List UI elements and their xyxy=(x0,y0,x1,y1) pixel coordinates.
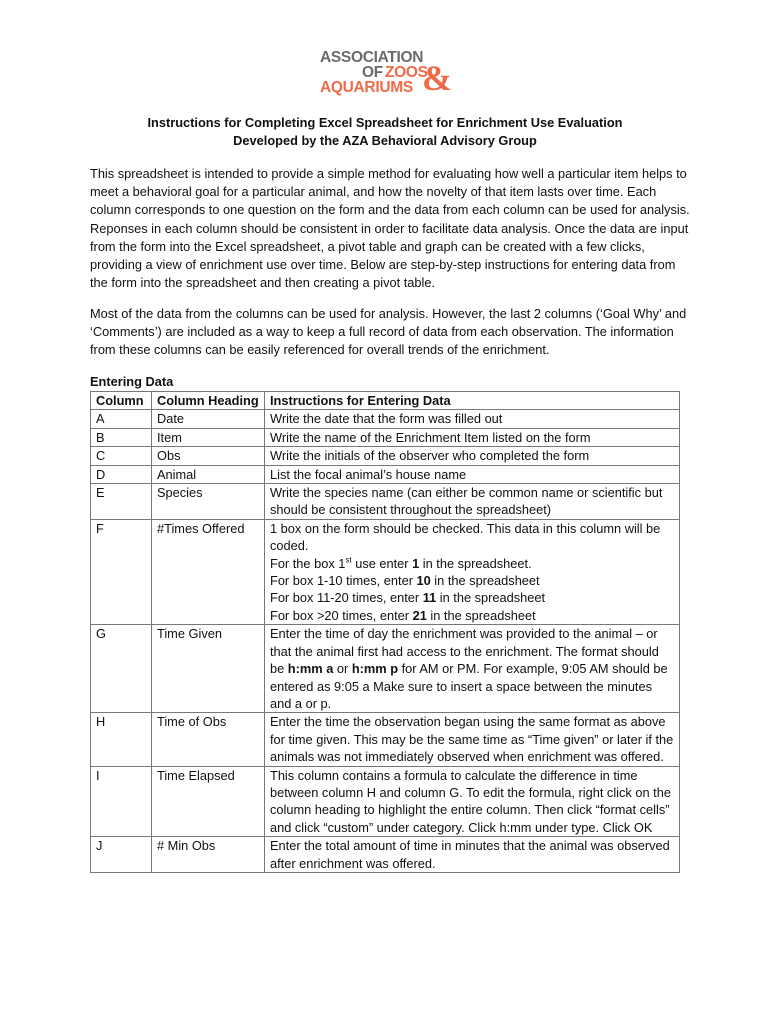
cell-instructions: List the focal animal’s house name xyxy=(265,465,680,483)
cell-column: E xyxy=(91,484,152,520)
table-row xyxy=(91,625,680,713)
cell-column: G xyxy=(91,625,152,713)
cell-heading: Date xyxy=(152,410,265,428)
cell-instructions: Write the name of the Enrichment Item listed on the form xyxy=(265,428,680,446)
cell-instructions xyxy=(265,519,680,624)
table-header-row xyxy=(91,392,680,410)
times-offered-box1: For the box 1st use enter 1 in the spreadsheet. xyxy=(270,555,532,571)
cell-instructions: Enter the total amount of time in minutes that the animal was observed after enrichment was offered. xyxy=(265,837,680,873)
cell-instructions: Enter the time of day the enrichment was provided to the animal – or that the animal first had access to the enrichment. The format should be h:mm a or h:mm p for AM or PM. For example, 9:05 AM should be entered as 9:05 a Make sure to insert a space between the minutes and a or p. xyxy=(265,625,680,713)
columns-paragraph: Most of the data from the columns can be used for analysis. However, the last 2 columns (‘Goal Why’ and ‘Comments’) are included as a way to keep a full record of data from each observation. The information from these columns can be easily referenced for overall trends of the enrichment. xyxy=(90,306,687,358)
table-row xyxy=(91,410,680,428)
table-row xyxy=(91,484,680,520)
cell-column: J xyxy=(91,837,152,873)
table-row xyxy=(91,447,680,465)
cell-column: F xyxy=(91,519,152,624)
logo-line-association: ASSOCIATION xyxy=(320,49,424,66)
aza-logo xyxy=(320,50,460,98)
cell-instructions: This column contains a formula to calculate the difference in time between column H and column G. To edit the formula, right click on the column heading to highlight the entire column. Then click “format cells” and click “custom” under category. Click h:mm under type. Click OK xyxy=(265,766,680,837)
table-row xyxy=(91,766,680,837)
logo-line-of-zoos: OF ZOOS xyxy=(362,64,428,81)
table-row xyxy=(91,428,680,446)
table-row xyxy=(91,519,680,624)
document-subtitle: Developed by the AZA Behavioral Advisory Group xyxy=(233,133,537,148)
cell-column: A xyxy=(91,410,152,428)
document-titles xyxy=(0,114,770,150)
table-row xyxy=(91,713,680,766)
section-heading-entering-data: Entering Data xyxy=(90,374,174,389)
table-row xyxy=(91,465,680,483)
cell-column: D xyxy=(91,465,152,483)
cell-heading: Animal xyxy=(152,465,265,483)
cell-heading: Item xyxy=(152,428,265,446)
logo-line-aquariums: AQUARIUMS xyxy=(320,79,413,96)
intro-paragraph: This spreadsheet is intended to provide a simple method for evaluating how well a particular item helps to meet a behavioral goal for a particular animal, and how the novelty of that item lasts over time. Each column corresponds to one question on the form and the data from each column can be used for analysis. Reponses in each column should be consistent in order to facilitate data analysis. Once the data are input from the form into the Excel spreadsheet, a pivot table and graph can be created with a few clicks, providing a view of enrichment use over time. Below are step-by-step instructions for entering data from the form into the spreadsheet and then creating a pivot table. xyxy=(90,166,690,291)
table-row xyxy=(91,837,680,873)
header-column-heading: Column Heading xyxy=(152,392,265,410)
cell-column: B xyxy=(91,428,152,446)
times-offered-intro: 1 box on the form should be checked. This data in this column will be coded. xyxy=(270,520,661,554)
cell-heading: Time Elapsed xyxy=(152,766,265,837)
cell-heading: Species xyxy=(152,484,265,520)
document-title: Instructions for Completing Excel Spreadsheet for Enrichment Use Evaluation xyxy=(147,115,623,130)
cell-instructions: Write the initials of the observer who completed the form xyxy=(265,447,680,465)
cell-instructions: Enter the time the observation began using the same format as above for time given. This may be the same time as “Time given” or later if the animals was not immediately observed when enrichment was offered. xyxy=(265,713,680,766)
times-offered-box2: For box 1-10 times, enter 10 in the spreadsheet xyxy=(270,573,540,589)
cell-instructions: Write the species name (can either be common name or scientific but should be consistent throughout the spreadsheet) xyxy=(265,484,680,520)
header-column: Column xyxy=(91,392,152,410)
instructions-table xyxy=(90,391,680,873)
cell-column: C xyxy=(91,447,152,465)
header-instructions: Instructions for Entering Data xyxy=(265,392,680,410)
cell-heading: Time Given xyxy=(152,625,265,713)
cell-instructions: Write the date that the form was filled out xyxy=(265,410,680,428)
cell-column: H xyxy=(91,713,152,766)
times-offered-box3: For box 11-20 times, enter 11 in the spreadsheet xyxy=(270,590,546,606)
cell-heading: # Min Obs xyxy=(152,837,265,873)
cell-heading: #Times Offered xyxy=(152,519,265,624)
logo-ampersand: & xyxy=(422,58,452,98)
cell-heading: Time of Obs xyxy=(152,713,265,766)
cell-heading: Obs xyxy=(152,447,265,465)
cell-column: I xyxy=(91,766,152,837)
times-offered-box4: For box >20 times, enter 21 in the spreadsheet xyxy=(270,607,536,623)
